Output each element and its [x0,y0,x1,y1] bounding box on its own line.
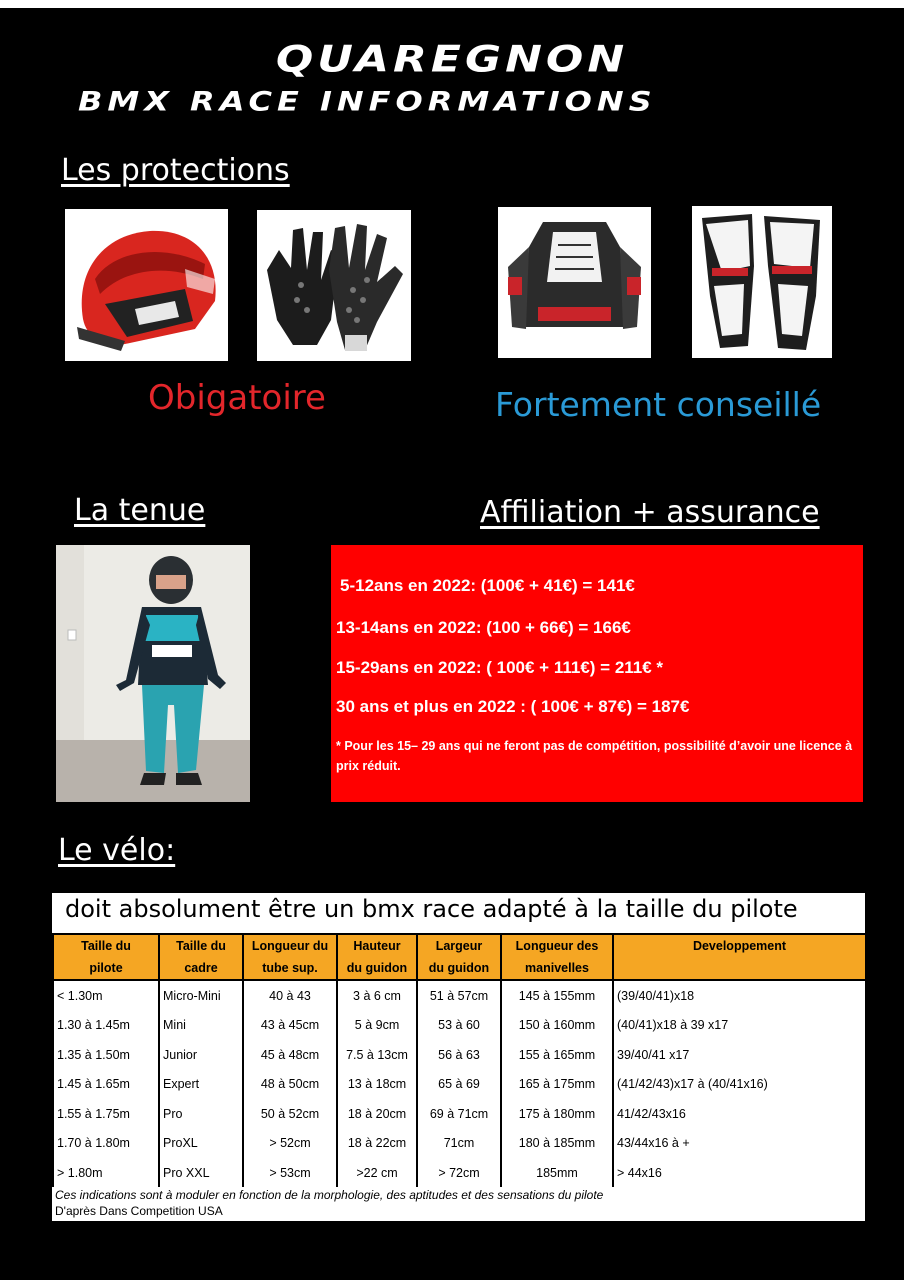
cell: < 1.30m [53,980,159,1011]
cell: Pro [159,1099,243,1129]
col-header-tube: Longueur du tube sup. [243,934,337,980]
cell: 39/40/41 x17 [613,1040,866,1070]
mandatory-label: Obigatoire [148,378,326,418]
cell: > 1.80m [53,1158,159,1189]
cell: > 52cm [243,1129,337,1159]
cell: 56 à 63 [417,1040,501,1070]
cell: 155 à 165mm [501,1040,613,1070]
cell: 13 à 18cm [337,1070,417,1100]
cell: 1.35 à 1.50m [53,1040,159,1070]
cell: Expert [159,1070,243,1100]
velo-heading: Le vélo: [58,833,176,868]
table-row [53,1070,866,1100]
cell: 5 à 9cm [337,1011,417,1041]
cell: 40 à 43 [243,980,337,1011]
cell: 165 à 175mm [501,1070,613,1100]
table-row [53,1129,866,1159]
affiliation-line-2: 13-14ans en 2022: (100 + 66€) = 166€ [336,618,631,637]
table-header-row [53,934,866,980]
col-header-largeur: Largeur du guidon [417,934,501,980]
cell: 71cm [417,1129,501,1159]
footnote-source: D'après Dans Competition USA [55,1204,223,1218]
cell: 150 à 160mm [501,1011,613,1041]
affiliation-line-1: 5-12ans en 2022: (100€ + 41€) = 141€ [340,576,635,595]
table-row [53,1158,866,1189]
cell: 45 à 48cm [243,1040,337,1070]
cell: 43 à 45cm [243,1011,337,1041]
helmet-photo [65,209,228,361]
cell: 65 à 69 [417,1070,501,1100]
footnote-morphology: Ces indications sont à moduler en fonction de la morphologie, des aptitudes et des sensations du pilote [55,1188,604,1202]
cell: 50 à 52cm [243,1099,337,1129]
affiliation-line-3: 15-29ans en 2022: ( 100€ + 111€) = 211€ * [336,658,664,677]
affiliation-heading: Affiliation + assurance [480,495,820,530]
cell: (41/42/43)x17 à (40/41x16) [613,1070,866,1100]
table-row [53,1099,866,1129]
cell: > 53cm [243,1158,337,1189]
cell: 41/42/43x16 [613,1099,866,1129]
cell: Mini [159,1011,243,1041]
cell: 180 à 185mm [501,1129,613,1159]
cell: > 44x16 [613,1158,866,1189]
cell: Pro XXL [159,1158,243,1189]
cell: (40/41)x18 à 39 x17 [613,1011,866,1041]
cell: 18 à 20cm [337,1099,417,1129]
col-header-manivelles: Longueur des manivelles [501,934,613,980]
velo-intro: doit absolument être un bmx race adapté à la taille du pilote [65,895,798,923]
table-footnote [52,1187,865,1221]
cell: Junior [159,1040,243,1070]
tenue-heading: La tenue [74,493,206,528]
col-header-taille-pilote: Taille du pilote [53,934,159,980]
cell: 69 à 71cm [417,1099,501,1129]
recommended-label: Fortement conseillé [495,385,822,424]
cell: 53 à 60 [417,1011,501,1041]
cell: ProXL [159,1129,243,1159]
col-header-taille-cadre: Taille du cadre [159,934,243,980]
cell: 7.5 à 13cm [337,1040,417,1070]
cell: 1.70 à 1.80m [53,1129,159,1159]
affiliation-line-4: 30 ans et plus en 2022 : ( 100€ + 87€) = 187€ [336,697,690,716]
cell: 145 à 155mm [501,980,613,1011]
main-title: QUAREGNON [275,38,629,81]
cell: 185mm [501,1158,613,1189]
cell: 1.45 à 1.65m [53,1070,159,1100]
bike-size-table [52,933,867,1190]
affiliation-box [331,545,863,802]
cell: 18 à 22cm [337,1129,417,1159]
cell: 1.55 à 1.75m [53,1099,159,1129]
table-row [53,1011,866,1041]
rider-outfit-photo [56,545,250,802]
cell: 3 à 6 cm [337,980,417,1011]
col-header-developpement: Developpement [613,934,866,980]
cell: 1.30 à 1.45m [53,1011,159,1041]
cell: 51 à 57cm [417,980,501,1011]
cell: (39/40/41)x18 [613,980,866,1011]
protections-heading: Les protections [61,153,290,188]
table-row [53,980,866,1011]
cell: 175 à 180mm [501,1099,613,1129]
affiliation-note: * Pour les 15– 29 ans qui ne feront pas de compétition, possibilité d’avoir une licence à prix réduit. [336,739,853,773]
body-armor-photo [498,207,651,358]
cell: > 72cm [417,1158,501,1189]
table-row [53,1040,866,1070]
col-header-hauteur: Hauteur du guidon [337,934,417,980]
knee-guards-photo [692,206,832,358]
cell: 48 à 50cm [243,1070,337,1100]
cell: Micro-Mini [159,980,243,1011]
sub-title: BMX RACE INFORMATIONS [78,86,657,118]
velo-intro-box [52,893,865,933]
cell: 43/44x16 à + [613,1129,866,1159]
cell: >22 cm [337,1158,417,1189]
gloves-photo [257,210,411,361]
